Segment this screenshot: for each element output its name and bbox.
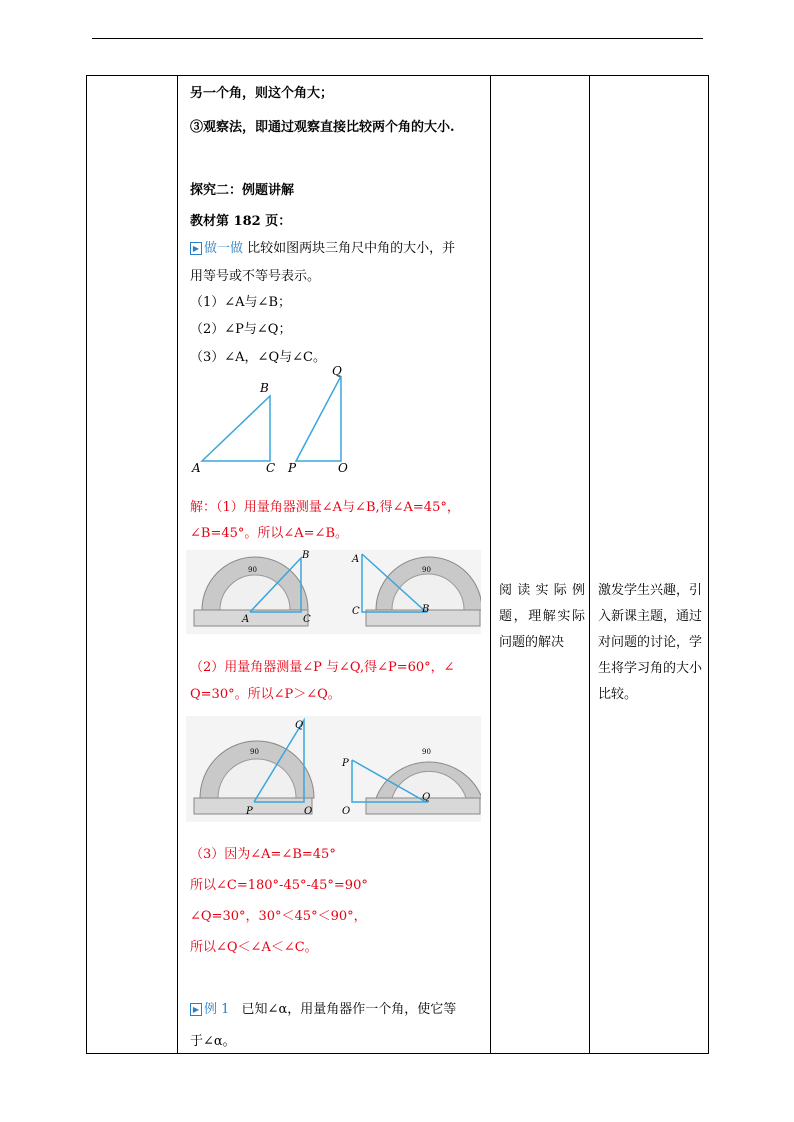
play-triangle-icon: ▶ <box>190 242 202 255</box>
play-triangle-icon: ▶ <box>190 1003 202 1016</box>
solution-3d: 所以∠Q＜∠A＜∠C。 <box>190 940 318 955</box>
textbook-ref: 教材第 182 页： <box>190 214 292 229</box>
label-q: Q <box>332 366 342 378</box>
solution-1b: ∠B=45°。所以∠A=∠B。 <box>190 526 348 541</box>
label-a: A <box>192 461 201 475</box>
col-content <box>178 76 491 1054</box>
doit-text: 比较如图两块三角尺中角的大小，并 <box>247 241 456 256</box>
col-student <box>491 76 590 1054</box>
label-p: P <box>288 461 297 475</box>
example-line <box>190 998 456 1017</box>
design-intent: 激发学生兴趣，引入新课主题，通过对问题的讨论，学生将学习角的大小比较。 <box>598 583 703 702</box>
table-row <box>87 76 709 1054</box>
svg-text:A: A <box>242 614 250 625</box>
svg-text:Q: Q <box>422 792 431 803</box>
svg-text:O: O <box>304 806 313 817</box>
triangle-figure <box>186 366 366 476</box>
svg-text:C: C <box>303 614 311 625</box>
text-line: 另一个角，则这个角大； <box>190 86 334 101</box>
svg-text:90: 90 <box>422 566 431 574</box>
svg-text:B: B <box>422 604 430 615</box>
doit-line <box>190 237 455 256</box>
example-text-cont: 于∠α。 <box>190 1034 236 1049</box>
label-o: O <box>338 461 348 475</box>
label-c: C <box>266 461 276 475</box>
protractor-figure-1 <box>186 550 481 634</box>
svg-text:90: 90 <box>250 748 259 756</box>
scale-90: 90 <box>248 566 257 574</box>
col-intent <box>590 76 709 1054</box>
header-rule <box>92 38 703 39</box>
text-line: ③观察法，即通过观察直接比较两个角的大小. <box>190 120 455 135</box>
section-title: 探究二：例题讲解 <box>190 183 295 198</box>
svg-text:A: A <box>352 554 360 565</box>
solution-3b: 所以∠C=180°-45°-45°=90° <box>190 878 368 893</box>
col-process <box>87 76 178 1054</box>
solution-2a: （2）用量角器测量∠P 与∠Q,得∠P=60°，∠ <box>190 660 455 675</box>
solution-3a: （3）因为∠A=∠B=45° <box>190 847 336 862</box>
svg-text:C: C <box>352 606 360 617</box>
question-3: （3）∠A，∠Q与∠C。 <box>190 350 326 365</box>
solution-3c: ∠Q=30°，30°＜45°＜90°， <box>190 909 367 924</box>
svg-text:P: P <box>342 758 349 769</box>
svg-text:90: 90 <box>422 748 431 756</box>
svg-text:O: O <box>342 806 351 817</box>
doit-text-cont: 用等号或不等号表示。 <box>190 269 321 284</box>
solution-1a: 解：（1）用量角器测量∠A与∠B,得∠A=45°， <box>190 500 460 515</box>
question-1: （1）∠A与∠B； <box>190 295 291 310</box>
label-b: B <box>260 381 269 395</box>
lesson-table <box>86 75 709 1054</box>
svg-text:B: B <box>302 550 310 561</box>
solution-2b: Q=30°。所以∠P＞∠Q。 <box>190 687 341 702</box>
example-text: 已知∠α，用量角器作一个角，使它等 <box>241 1002 457 1017</box>
svg-text:Q: Q <box>295 720 304 731</box>
doit-tag: 做一做 <box>204 241 244 256</box>
svg-text:P: P <box>246 806 253 817</box>
protractor-figure-2 <box>186 716 481 822</box>
question-2: （2）∠P与∠Q； <box>190 322 292 337</box>
student-activity: 阅读实际例题，理解实际问题的解决 <box>499 583 585 650</box>
example-tag: 例 1 <box>204 1002 230 1017</box>
